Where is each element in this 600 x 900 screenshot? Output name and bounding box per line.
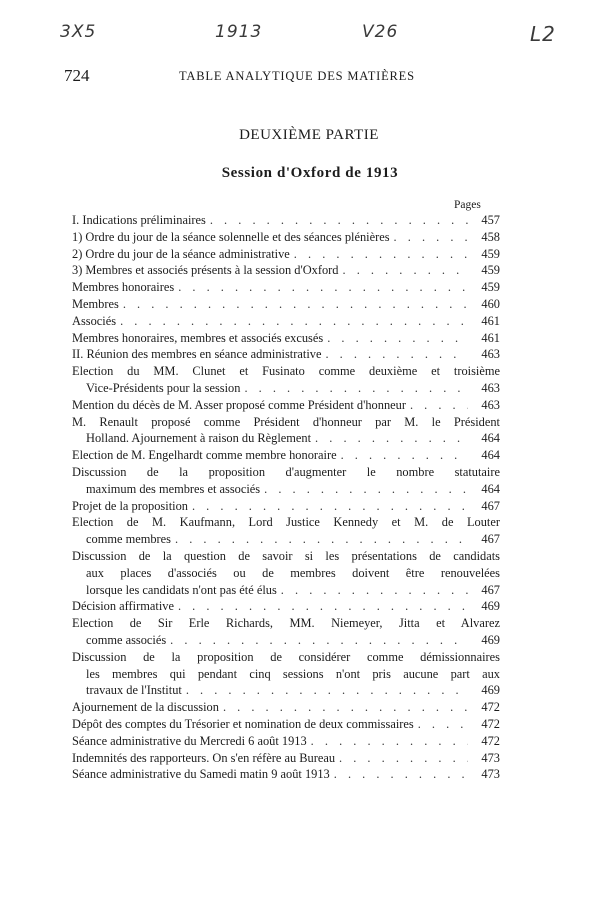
- toc-page-number: 469: [481, 599, 500, 614]
- dot-leader: [244, 380, 468, 397]
- toc-entry: [72, 346, 500, 363]
- dot-leader: [178, 598, 468, 615]
- toc-entry-text: Membres honoraires: [72, 280, 175, 295]
- toc-page-number: 461: [481, 313, 500, 328]
- dot-leader: [123, 296, 468, 313]
- toc-page-number: 459: [481, 280, 500, 295]
- pages-column-label: Pages: [454, 199, 481, 211]
- toc-entry-text: Discussion de la proposition d'augmenter le nombre statutaire: [72, 464, 500, 479]
- toc-entry: [72, 750, 500, 767]
- toc-entry-text: Discussion de la proposition de considérer comme démissionnaires: [72, 649, 500, 664]
- toc-entry: [72, 766, 500, 783]
- toc-entry-text: maximum des membres et associés: [86, 481, 261, 496]
- toc-entry-text: Election de M. Kaufmann, Lord Justice Kennedy et M. de Louter: [72, 515, 500, 530]
- toc-page-number: 472: [481, 700, 500, 715]
- toc-page-number: 469: [481, 683, 500, 698]
- toc-entry-text: travaux de l'Institut: [86, 683, 182, 698]
- toc-entry-text: II. Réunion des membres en séance administrative: [72, 347, 322, 362]
- dot-leader: [178, 279, 468, 296]
- toc-entry-text: Séance administrative du Mercredi 6 août 1913: [72, 733, 307, 748]
- toc-entry: [72, 397, 500, 414]
- toc-page-number: 464: [481, 448, 500, 463]
- dot-leader: [210, 212, 468, 229]
- toc-entry: [72, 262, 500, 279]
- toc-page-number: 463: [481, 397, 500, 412]
- handwritten-note-1: 3X5: [60, 22, 97, 42]
- session-title: Session d'Oxford de 1913: [221, 165, 399, 181]
- toc-entry-text: 2) Ordre du jour de la séance administrative: [72, 246, 290, 261]
- toc-entry-text: Election du MM. Clunet et Fusinato comme deuxième et troisième: [72, 364, 500, 379]
- dot-leader: [170, 632, 468, 649]
- toc-entry: [72, 330, 500, 347]
- dot-leader: [327, 330, 468, 347]
- toc-entry: [72, 733, 500, 750]
- dot-leader: [343, 262, 468, 279]
- toc-entry-text: Projet de la proposition: [72, 498, 188, 513]
- toc-page-number: 459: [481, 246, 500, 261]
- toc-entry-text: M. Renault proposé comme Président d'honneur par M. le Président: [72, 414, 500, 429]
- toc-page-number: 464: [481, 481, 500, 496]
- toc-entry: [72, 649, 500, 699]
- toc-entry: [72, 498, 500, 515]
- dot-leader: [315, 430, 468, 447]
- toc-entry-text: 3) Membres et associés présents à la session d'Oxford: [72, 263, 339, 278]
- toc-entry-text: Membres: [72, 296, 119, 311]
- toc-entry: [72, 716, 500, 733]
- toc-entry-text: aux places d'associés ou de membres doivent être renouvelées: [86, 565, 500, 580]
- toc-entry: [72, 363, 500, 397]
- toc-page-number: 463: [481, 347, 500, 362]
- toc-entry: [72, 598, 500, 615]
- dot-leader: [311, 733, 468, 750]
- toc-entry-text: I. Indications préliminaires: [72, 213, 206, 227]
- toc-page-number: 473: [481, 767, 500, 782]
- dot-leader: [294, 246, 468, 263]
- dot-leader: [186, 682, 468, 699]
- toc-entry: [72, 514, 500, 548]
- toc-page-number: 460: [481, 296, 500, 311]
- toc-entry: [72, 548, 500, 598]
- toc-page-number: 467: [481, 582, 500, 597]
- toc-entry: [72, 699, 500, 716]
- dot-leader: [175, 531, 468, 548]
- dot-leader: [325, 346, 468, 363]
- toc-entry-text: les membres qui pendant cinq sessions n'ont pris aucune part aux: [86, 666, 500, 681]
- handwritten-note-4: L2: [530, 22, 556, 46]
- toc-entry-text: Mention du décès de M. Asser proposé comme Président d'honneur: [72, 397, 406, 412]
- toc-page-number: 464: [481, 431, 500, 446]
- dot-leader: [192, 498, 468, 515]
- toc-page-number: 472: [481, 733, 500, 748]
- toc-entry-text: Ajournement de la discussion: [72, 700, 219, 715]
- dot-leader: [339, 750, 468, 767]
- dot-leader: [418, 716, 468, 733]
- toc-page-number: 458: [481, 229, 500, 244]
- dot-leader: [120, 313, 468, 330]
- toc-entry-text: Indemnités des rapporteurs. On s'en réfère au Bureau: [72, 750, 336, 765]
- dot-leader: [264, 481, 468, 498]
- toc-entry-text: comme membres: [86, 532, 171, 547]
- toc-page-number: 463: [481, 380, 500, 395]
- toc-page-number: 457: [481, 213, 500, 227]
- toc-page-number: 461: [481, 330, 500, 345]
- table-of-contents: [72, 212, 500, 783]
- toc-page-number: 472: [481, 716, 500, 731]
- dot-leader: [341, 447, 468, 464]
- toc-entry: [72, 464, 500, 498]
- toc-entry: [72, 313, 500, 330]
- toc-entry-text: Décision affirmative: [72, 599, 174, 614]
- toc-entry-text: Vice-Présidents pour la session: [86, 380, 241, 395]
- toc-entry: [72, 615, 500, 649]
- toc-entry-text: Discussion de la question de savoir si les présentations de candidats: [72, 548, 500, 563]
- running-title: TABLE ANALYTIQUE DES MATIÈRES: [179, 69, 415, 83]
- dot-leader: [223, 699, 468, 716]
- part-title: DEUXIÈME PARTIE: [239, 127, 379, 143]
- toc-entry: [72, 212, 500, 229]
- handwritten-note-3: V26: [362, 22, 399, 42]
- toc-entry: [72, 296, 500, 313]
- toc-entry-text: Election de M. Engelhardt comme membre honoraire: [72, 448, 337, 463]
- toc-page-number: 469: [481, 632, 500, 647]
- toc-entry: [72, 279, 500, 296]
- dot-leader: [281, 582, 468, 599]
- toc-entry-text: 1) Ordre du jour de la séance solennelle et des séances plénières: [72, 229, 390, 244]
- toc-entry: [72, 414, 500, 448]
- toc-entry: [72, 447, 500, 464]
- running-header: [64, 66, 540, 86]
- toc-entry-text: lorsque les candidats n'ont pas été élus: [86, 582, 277, 597]
- toc-entry-text: Associés: [72, 313, 117, 328]
- toc-entry-text: Séance administrative du Samedi matin 9 août 1913: [72, 767, 330, 782]
- toc-entry: [72, 229, 500, 246]
- dot-leader: [410, 397, 468, 414]
- toc-page-number: 467: [481, 498, 500, 513]
- dot-leader: [394, 229, 468, 246]
- toc-page-number: 473: [481, 750, 500, 765]
- toc-entry-text: Dépôt des comptes du Trésorier et nomination de deux commissaires: [72, 716, 414, 731]
- toc-entry-text: Election de Sir Erle Richards, MM. Niemeyer, Jitta et Alvarez: [72, 616, 500, 631]
- toc-page-number: 467: [481, 532, 500, 547]
- toc-page-number: 459: [481, 263, 500, 278]
- handwritten-note-2: 1913: [215, 22, 263, 42]
- page-number: 724: [64, 66, 90, 85]
- toc-entry-text: Membres honoraires, membres et associés excusés: [72, 330, 324, 345]
- toc-entry-text: Holland. Ajournement à raison du Règlement: [86, 431, 312, 446]
- toc-entry: [72, 246, 500, 263]
- dot-leader: [334, 766, 468, 783]
- toc-entry-text: comme associés: [86, 632, 167, 647]
